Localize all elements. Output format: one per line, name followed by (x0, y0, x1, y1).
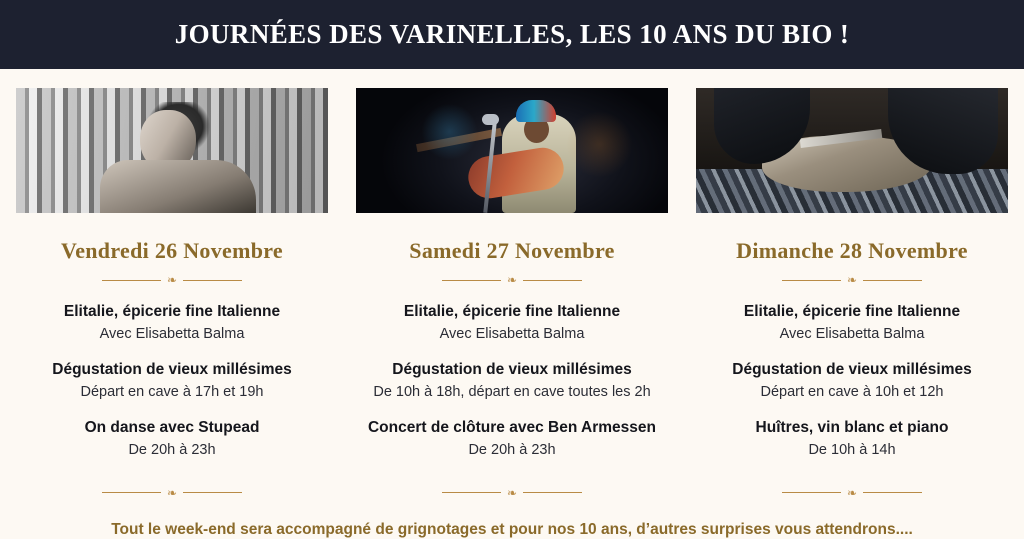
concert-photo (356, 88, 668, 213)
divider-line-left (102, 492, 161, 493)
bottom-divider-cell (16, 461, 328, 499)
page-title: JOURNÉES DES VARINELLES, LES 10 ANS DU BIO ! (174, 19, 850, 49)
divider-line-left (782, 280, 841, 281)
event-title: On danse avec Stupead (84, 419, 260, 437)
divider (102, 487, 242, 499)
event-title: Elitalie, épicerie fine Italienne (743, 303, 961, 320)
event-detail: Départ en cave à 10h et 12h (760, 384, 944, 401)
poster-header (0, 0, 1024, 69)
day-column-sunday (696, 88, 1008, 461)
divider-line-right (523, 492, 582, 493)
event-detail: De 10h à 18h, départ en cave toutes les 2h (373, 384, 651, 401)
grape-icon: ❧ (166, 273, 178, 287)
event-detail: De 20h à 23h (468, 442, 556, 459)
event-item (356, 360, 668, 402)
event-item (356, 418, 668, 460)
day-column-friday (16, 88, 328, 461)
oyster-photo (696, 88, 1008, 213)
day-title: Samedi 27 Novembre (409, 238, 615, 263)
event-detail: Avec Elisabetta Balma (439, 325, 585, 342)
event-item (16, 302, 328, 344)
event-title: Huîtres, vin blanc et piano (755, 419, 949, 437)
bottom-divider-cell (356, 461, 668, 499)
bottom-dividers (0, 461, 1024, 499)
grape-icon: ❧ (506, 273, 518, 287)
day-title: Dimanche 28 Novembre (736, 238, 968, 263)
divider (782, 487, 922, 499)
event-title: Elitalie, épicerie fine Italienne (63, 303, 281, 320)
day-columns (0, 69, 1024, 461)
divider (782, 274, 922, 286)
divider (442, 274, 582, 286)
divider-line-left (782, 492, 841, 493)
event-detail: Départ en cave à 17h et 19h (80, 384, 264, 401)
divider (442, 487, 582, 499)
event-item (696, 302, 1008, 344)
divider-line-right (863, 492, 922, 493)
divider (102, 274, 242, 286)
event-detail: De 20h à 23h (128, 442, 216, 459)
bottom-divider-cell (696, 461, 1008, 499)
event-item (16, 360, 328, 402)
event-item (16, 418, 328, 460)
divider-line-right (183, 492, 242, 493)
event-item (356, 302, 668, 344)
footer-note: Tout le week-end sera accompagné de grignotages et pour nos 10 ans, d’autres surprises vous attendrons.... (111, 520, 913, 538)
event-title: Concert de clôture avec Ben Armessen (367, 419, 656, 437)
grape-icon: ❧ (506, 485, 518, 500)
grape-icon: ❧ (846, 485, 858, 500)
portrait-photo (16, 88, 328, 213)
divider-line-right (523, 280, 582, 281)
event-title: Dégustation de vieux millésimes (392, 361, 632, 379)
divider-line-right (183, 280, 242, 281)
portrait-arm (100, 160, 256, 213)
divider-line-left (442, 492, 501, 493)
stage-lighting (356, 88, 668, 213)
event-detail: Avec Elisabetta Balma (99, 325, 245, 342)
divider-line-left (102, 280, 161, 281)
day-column-saturday (356, 88, 668, 461)
event-title: Dégustation de vieux millésimes (732, 361, 972, 379)
event-item (696, 360, 1008, 402)
event-detail: Avec Elisabetta Balma (779, 325, 925, 342)
event-title: Dégustation de vieux millésimes (52, 361, 292, 379)
grape-icon: ❧ (846, 273, 858, 287)
event-detail: De 10h à 14h (808, 442, 896, 459)
event-title: Elitalie, épicerie fine Italienne (403, 303, 621, 320)
day-title: Vendredi 26 Novembre (61, 238, 283, 263)
divider-line-right (863, 280, 922, 281)
event-item (696, 418, 1008, 460)
divider-line-left (442, 280, 501, 281)
grape-icon: ❧ (166, 485, 178, 500)
